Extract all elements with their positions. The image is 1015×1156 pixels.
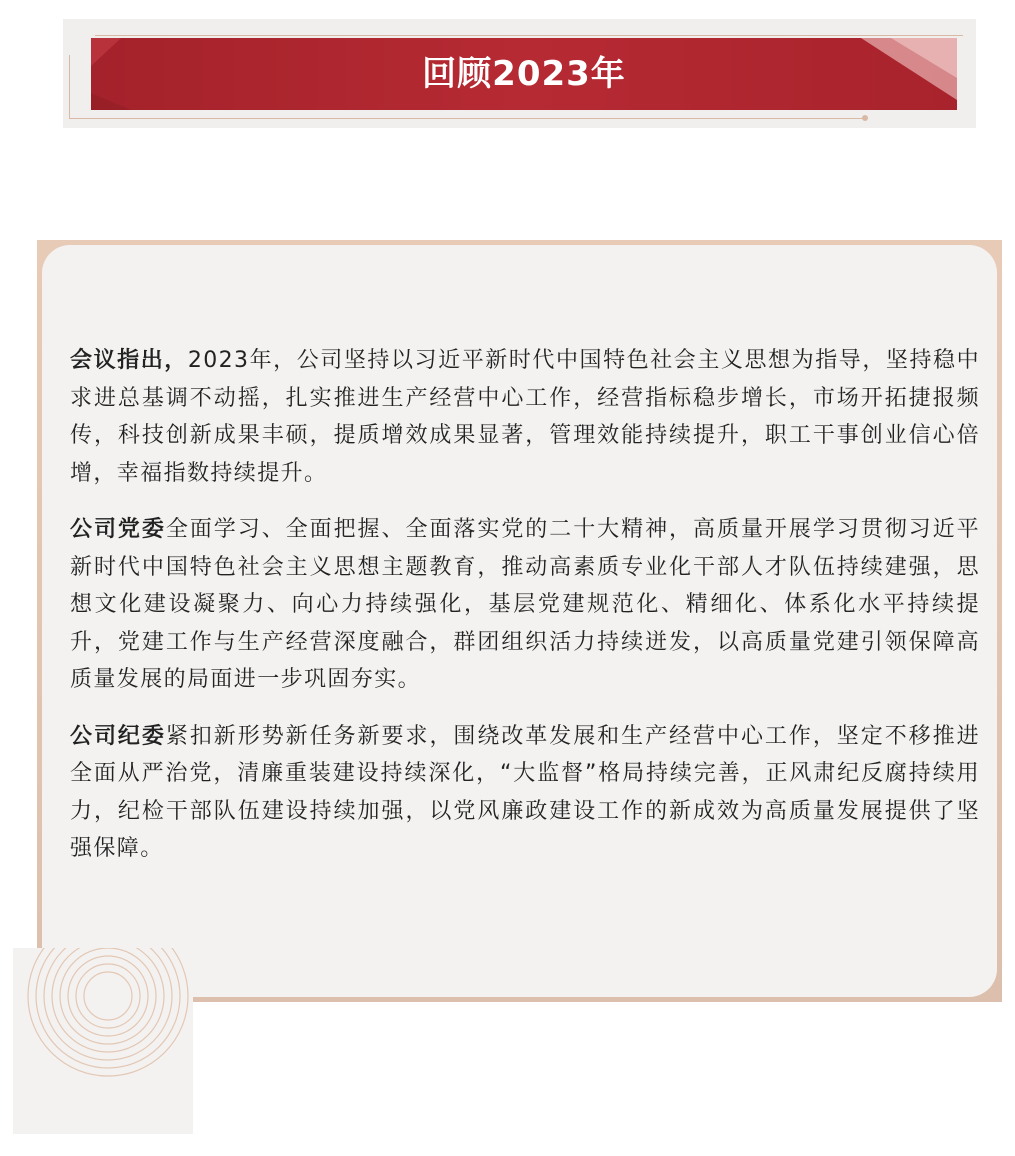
article-body xyxy=(70,342,980,887)
content-card-border xyxy=(37,240,1002,1002)
paragraph-meeting xyxy=(70,342,980,492)
title-banner xyxy=(91,38,957,110)
content-card xyxy=(42,245,997,997)
paragraph-text: 全面学习、全面把握、全面落实党的二十大精神，高质量开展学习贯彻习近平新时代中国特色社会主义思想主题教育，推动高素质专业化干部人才队伍持续建强，思想文化建设凝聚力、向心力持续强化，基层党建规范化、精细化、体系化水平持续提升，党建工作与生产经营深度融合，群团组织活力持续迸发，以高质量党建引领保障高质量发展的局面进一步巩固夯实。 xyxy=(70,517,980,692)
concentric-rings-decoration xyxy=(13,948,193,1134)
paragraph-party-committee xyxy=(70,511,980,699)
paragraph-text: 2023年，公司坚持以习近平新时代中国特色社会主义思想为指导，坚持稳中求进总基调不动摇，扎实推进生产经营中心工作，经营指标稳步增长，市场开拓捷报频传，科技创新成果丰硕，提质增效成果显著，管理效能持续提升，职工干事创业信心倍增，幸福指数持续提升。 xyxy=(70,348,980,486)
banner-line-left xyxy=(69,55,70,119)
paragraph-lead: 公司纪委 xyxy=(70,723,166,749)
paragraph-lead: 公司党委 xyxy=(70,517,166,542)
paragraph-discipline-committee xyxy=(70,718,980,868)
banner-dot xyxy=(862,115,868,121)
banner-line-top xyxy=(95,35,963,36)
banner-line-bottom xyxy=(70,118,865,119)
page-title: 回顾2023年 xyxy=(422,54,626,94)
paragraph-lead: 会议指出， xyxy=(70,348,188,373)
paragraph-text: 紧扣新形势新任务新要求，围绕改革发展和生产经营中心工作，坚定不移推进全面从严治党，清廉重装建设持续深化，“大监督”格局持续完善，正风肃纪反腐持续用力，纪检干部队伍建设持续加强，以党风廉政建设工作的新成效为高质量发展提供了坚强保障。 xyxy=(70,723,980,861)
